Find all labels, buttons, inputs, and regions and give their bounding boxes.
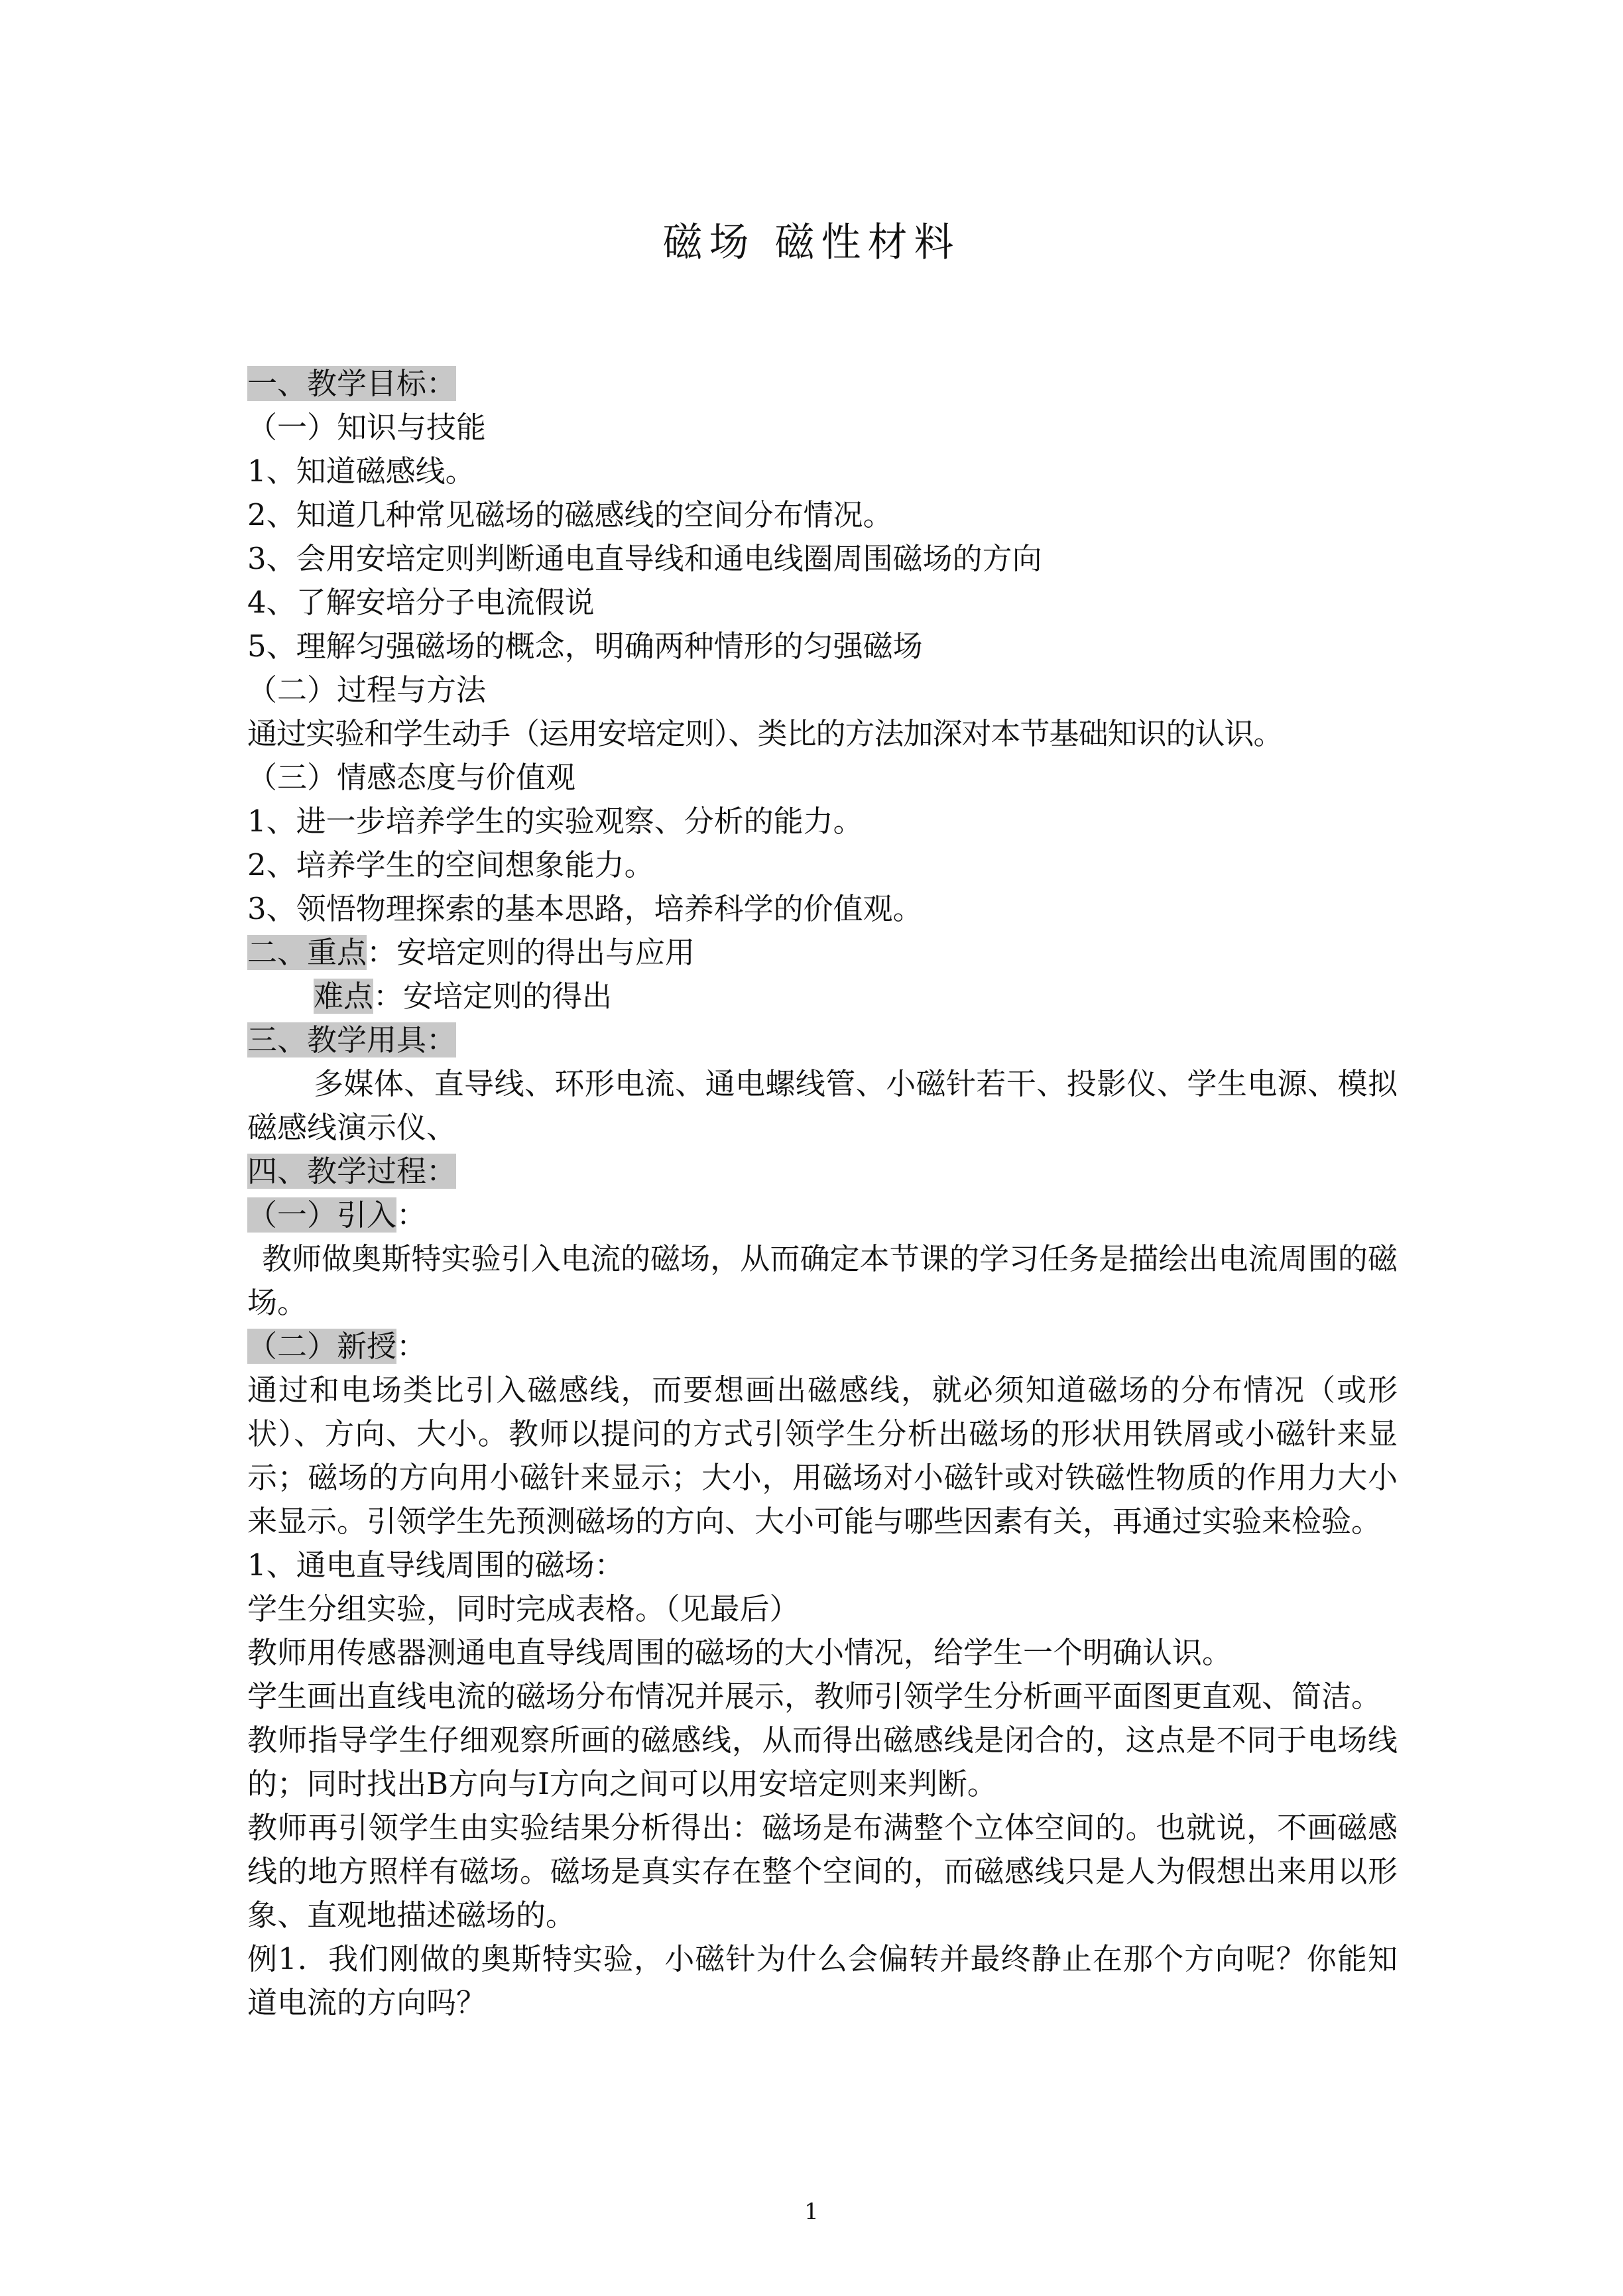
subheading-knowledge-skills: （一）知识与技能 xyxy=(247,410,487,445)
subheading-intro: （一）引入： xyxy=(247,1197,427,1233)
list-item: 4、了解安培分子电流假说 xyxy=(247,585,595,620)
paragraph: 学生画出直线电流的磁场分布情况并展示，教师引领学生分析画平面图更直观、简洁。 xyxy=(247,1679,1382,1714)
section-heading-objectives: 一、教学目标： xyxy=(247,366,457,401)
subheading-process-method: （二）过程与方法 xyxy=(247,672,487,707)
list-item: 3、会用安培定则判断通电直导线和通电线圈周围磁场的方向 xyxy=(247,541,1042,576)
paragraph: 教师再引领学生由实验结果分析得出：磁场是布满整个立体空间的。也就说，不画磁感线的地方照样有磁场。磁场是真实存在整个空间的，而磁感线只是人为假想出来用以形象、直观地描述磁场的。 xyxy=(247,1810,1398,1933)
list-item: 3、领悟物理探索的基本思路，培养科学的价值观。 xyxy=(247,891,923,926)
key-point-text: ：安培定则的得出与应用 xyxy=(367,935,695,970)
list-item: 2、培养学生的空间想象能力。 xyxy=(247,847,654,882)
list-item: 5、理解匀强磁场的概念，明确两种情形的匀强磁场 xyxy=(247,629,923,664)
difficulty-text: ：安培定则的得出 xyxy=(373,979,613,1014)
difficulty-line xyxy=(247,975,1398,1018)
list-item: 1、进一步培养学生的实验观察、分析的能力。 xyxy=(247,804,863,839)
subheading-new-lesson: （二）新授： xyxy=(247,1329,427,1364)
paragraph: 学生分组实验，同时完成表格。（见最后） xyxy=(247,1591,800,1626)
subheading-attitude-values: （三）情感态度与价值观 xyxy=(247,760,576,795)
tools-text: 多媒体、直导线、环形电流、通电螺线管、小磁针若干、投影仪、学生电源、模拟磁感线演示仪、 xyxy=(247,1066,1398,1145)
section-heading-process: 四、教学过程： xyxy=(247,1154,457,1189)
page-title: 磁场 磁性材料 xyxy=(662,219,961,266)
intro-text: 教师做奥斯特实验引入电流的磁场，从而确定本节课的学习任务是描绘出电流周围的磁场。 xyxy=(247,1241,1398,1320)
paragraph: 教师指导学生仔细观察所画的磁感线，从而得出磁感线是闭合的，这点是不同于电场线的；同时找出B方向与I方向之间可以用安培定则来判断。 xyxy=(247,1722,1398,1801)
paragraph: 通过和电场类比引入磁感线，而要想画出磁感线，就必须知道磁场的分布情况（或形状）、方向、大小。教师以提问的方式引领学生分析出磁场的形状用铁屑或小磁针来显示；磁场的方向用小磁针来显示；大小，用磁场对小磁针或对铁磁性物质的作用力大小来显示。引领学生先预测磁场的方向、大小可能与哪些因素有关，再通过实验来检验。 xyxy=(247,1372,1398,1539)
key-point-line xyxy=(247,931,1398,975)
key-point-label: 二、重点 xyxy=(247,935,367,970)
page-number: 1 xyxy=(804,2199,819,2225)
example-question: 例1．我们刚做的奥斯特实验，小磁针为什么会偏转并最终静止在那个方向呢？你能知道电流的方向吗？ xyxy=(247,1941,1398,2020)
document-body xyxy=(247,362,1398,2025)
difficulty-label: 难点 xyxy=(314,979,374,1014)
paragraph: 教师用传感器测通电直导线周围的磁场的大小情况，给学生一个明确认识。 xyxy=(247,1635,1232,1670)
list-item: 2、知道几种常见磁场的磁感线的空间分布情况。 xyxy=(247,497,893,532)
list-item: 1、知道磁感线。 xyxy=(247,453,475,489)
process-text: 通过实验和学生动手（运用安培定则）、类比的方法加深对本节基础知识的认识。 xyxy=(247,716,1283,751)
paragraph: 1、通电直导线周围的磁场： xyxy=(247,1547,625,1583)
section-heading-tools: 三、教学用具： xyxy=(247,1022,457,1057)
